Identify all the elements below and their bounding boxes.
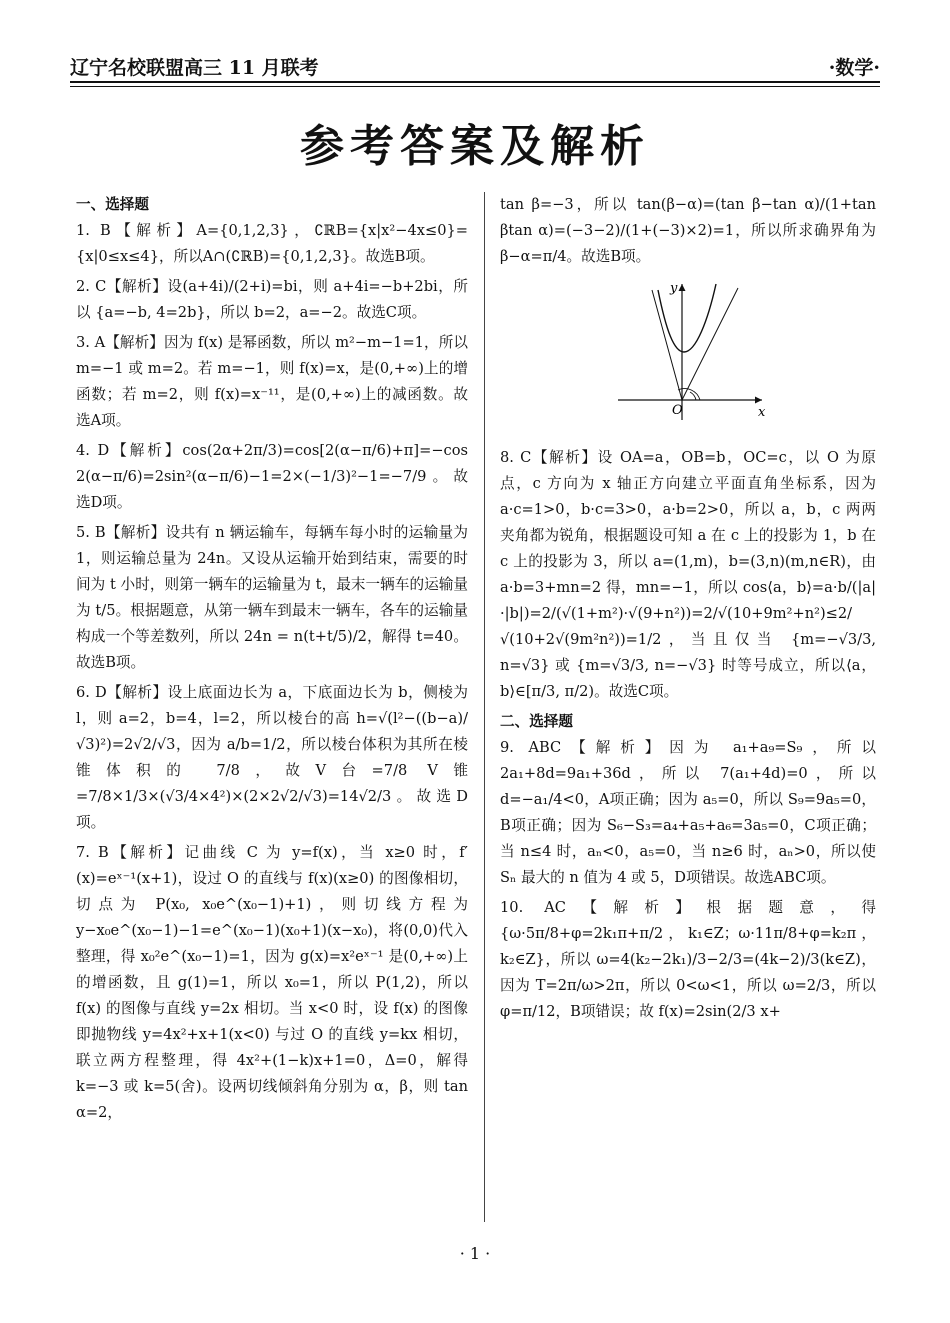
left-column bbox=[76, 192, 468, 1130]
x-axis-label: x bbox=[758, 405, 766, 420]
page-header bbox=[70, 50, 880, 80]
tangent-graph bbox=[500, 280, 876, 428]
answer-paragraph: 4. D【解析】cos(2α+2π/3)=cos[2(α−π/6)+π]=−cos 2(α−π/6)=2sin²(α−π/6)−1=2×(−1/3)²−1=−7/9。故选D项。 bbox=[76, 442, 468, 511]
y-axis-label: y bbox=[670, 281, 678, 296]
exam-name: 辽宁名校联盟高三 11 月联考 bbox=[70, 57, 319, 79]
answer-paragraph: 7. B【解析】记曲线 C 为 y=f(x)，当 x≥0 时，f′(x)=eˣ⁻¹(x+1)，设过 O 的直线与 f(x)(x≥0) 的图像相切，切点为 P(x₀, x₀e^(x₀−1)+1)，则切线方程为 y−x₀e^(x₀−1)−1=e^(x₀−1)(x₀+1)(x−x₀)，将(0,0)代入整理，得 x₀²e^(x₀−1)=1，因为 g(x)=x²eˣ⁻¹ 是(0,+∞)上的增函数，且 g(1)=1，所以 x₀=1，所以 P(1,2)，所以 f(x) 的图像与直线 y=2x 相切。当 x<0 时，设 f(x) 的图像即抛物线 y=4x²+x+1(x<0) 与过 O 的直线 y=kx 相切，联立两方程整理，得 4x²+(1−k)x+1=0，Δ=0，解得 k=−3 或 k=5(舍)。设两切线倾斜角分别为 α，β，则 tan α=2， bbox=[76, 844, 468, 1121]
answer-paragraph: 9. ABC【解析】因为 a₁+a₉=S₉，所以 2a₁+8d=9a₁+36d，所以 7(a₁+4d)=0，所以 d=−a₁/4<0，A项正确；因为 a₅=0，所以 S₉=9a₅=0，B项正确；因为 S₆−S₃=a₄+a₅+a₆=3a₅=0，C项正确；当 n≤4 时，aₙ<0，a₅=0，当 n≥6 时，aₙ>0，所以使 Sₙ 最大的 n 值为 4 或 5，D项错误。故选ABC项。 bbox=[500, 739, 876, 886]
q7-continuation bbox=[500, 192, 876, 270]
answer-paragraph: tan β=−3，所以 tan(β−α)=(tan β−tan α)/(1+tan βtan α)=(−3−2)/(1+(−3)×2)=1，所以所求确界角为 β−α=π/4。故选B项。 bbox=[500, 196, 876, 265]
answer-paragraph: 6. D【解析】设上底面边长为 a，下底面边长为 b，侧棱为 l，则 a=2，b=4，l=2，所以棱台的高 h=√(l²−((b−a)/√3)²)=2√2/√3，因为 a/b=1/2，所以棱台体积为其所在棱锥体积的 7/8，故V台=7/8 V锥=7/8×1/3×(√3/4×4²)×(2×2√2/√3)=14√2/3。故选D项。 bbox=[76, 684, 468, 831]
answer-paragraph: 1. B【解析】A={0,1,2,3}，∁ℝB={x|x²−4x≤0}={x|0≤x≤4}，所以A∩(∁ℝB)={0,1,2,3}。故选B项。 bbox=[76, 222, 468, 265]
right-column-body bbox=[500, 445, 876, 1025]
answer-paragraph: 5. B【解析】设共有 n 辆运输车，每辆车每小时的运输量为1，则运输总量为 24n。又设从运输开始到结束，需要的时间为 t 小时，则第一辆车的运输量为 t，最末一辆车的运输量为 t/5。根据题意，从第一辆车到最末一辆车，各车的运输量构成一个等差数列，所以 24n = n(t+t/5)/2，解得 t=40。故选B项。 bbox=[76, 524, 468, 671]
answer-paragraph: 2. C【解析】设(a+4i)/(2+i)=bi，则 a+4i=−b+2bi，所以 {a=−b, 4=2b}，所以 b=2，a=−2。故选C项。 bbox=[76, 278, 468, 321]
subject-label: ·数学· bbox=[828, 57, 880, 79]
right-column bbox=[500, 192, 876, 1029]
curve bbox=[658, 284, 716, 352]
header-rule-thick bbox=[70, 81, 880, 83]
page-title: 参考答案及解析 bbox=[300, 121, 650, 172]
section-heading: 二、选择题 bbox=[500, 713, 573, 730]
header-rule-thin bbox=[70, 86, 880, 87]
tangent-line-right bbox=[682, 288, 738, 400]
page-number: · 1 · bbox=[459, 1244, 491, 1263]
angle-alpha-arc bbox=[690, 392, 696, 400]
origin-label: O bbox=[672, 403, 683, 418]
column-divider bbox=[484, 192, 485, 1222]
answer-paragraph: 10. AC【解析】根据题意，得 {ω·5π/8+φ=2k₁π+π/2，k₁∈Z；ω·11π/8+φ=k₂π，k₂∈Z}，所以 ω=4(k₂−2k₁)/3−2/3=(4k−2)/3(k∈Z)，因为 T=2π/ω>2π，所以 0<ω<1，所以 ω=2/3，所以 φ=π/12，B项错误；故 f(x)=2sin(2/3 x+ bbox=[500, 899, 876, 1020]
section-heading: 一、选择题 bbox=[76, 196, 149, 213]
answer-paragraph: 8. C【解析】设 OA=a，OB=b，OC=c，以 O 为原点，c 方向为 x 轴正方向建立平面直角坐标系，因为 a·c=1>0，b·c=3>0，a·b=2>0，所以 a，b，c 两两夹角都为锐角，根据题设可知 a 在 c 上的投影为 1，b 在 c 上的投影为 3，所以 a=(1,m)，b=(3,n)(m,n∈R)，由 a·b=3+mn=2 得，mn=−1，所以 cos⟨a，b⟩=a·b/(|a|·|b|)=2/(√(1+m²)·√(9+n²))=2/√(10+9m²+n²)≤2/√(10+2√(9m²n²))=1/2，当且仅当 {m=−√3/3, n=√3} 或 {m=√3/3, n=−√3} 时等号成立，所以⟨a，b⟩∈[π/3, π/2)。故选C项。 bbox=[500, 449, 876, 700]
answer-paragraph: 3. A【解析】因为 f(x) 是幂函数，所以 m²−m−1=1，所以 m=−1 或 m=2。若 m=−1，则 f(x)=x，是(0,+∞)上的增函数；若 m=2，则 f(x)=x⁻¹¹，是(0,+∞)上的减函数。故选A项。 bbox=[76, 334, 468, 429]
tangent-line-left bbox=[652, 290, 682, 400]
